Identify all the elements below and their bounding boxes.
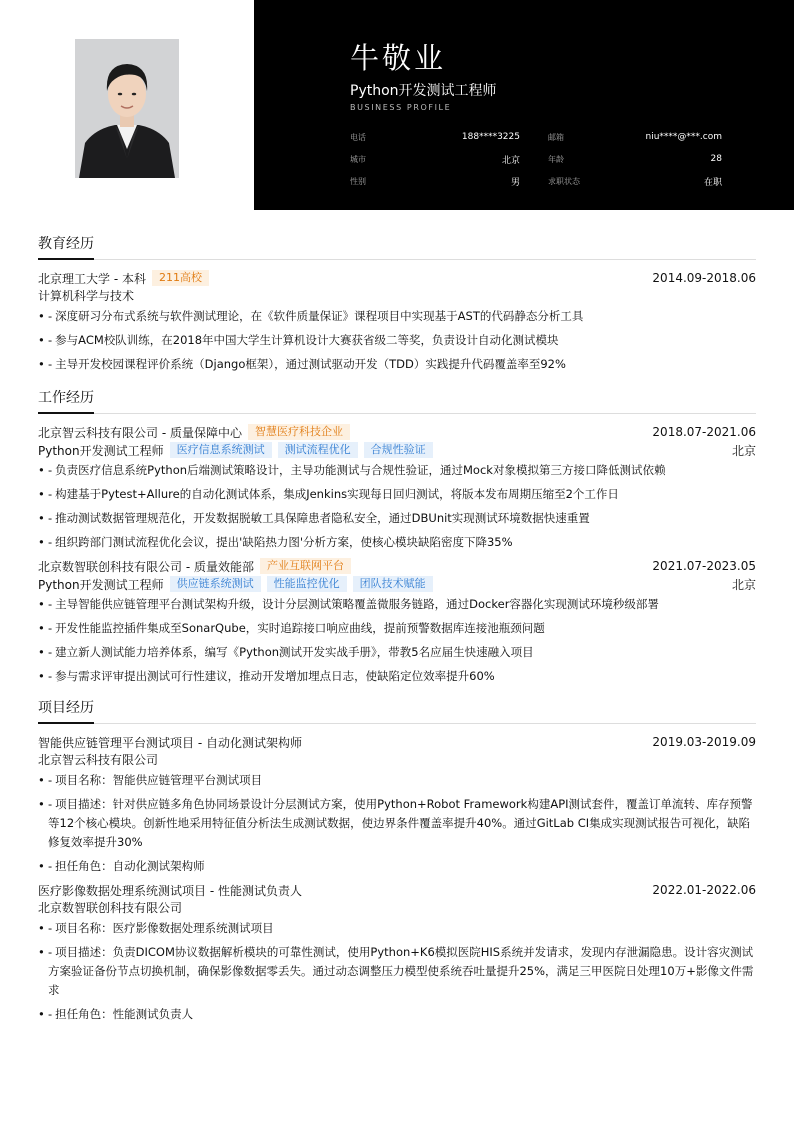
projects-section [38, 697, 756, 1029]
project-name: 医疗影像数据处理系统测试项目 - 性能测试负责人 [38, 883, 302, 898]
skill-tag: 合规性验证 [364, 442, 433, 458]
skill-tag: 测试流程优化 [278, 442, 358, 458]
info-city [350, 153, 536, 166]
project-company: 北京智云科技有限公司 [38, 753, 159, 767]
info-label: 性别 [350, 176, 366, 186]
list-item: • - 开发性能监控插件集成至SonarQube，实时追踪接口响应曲线，提前预警数据库连接池瓶颈问题 [38, 619, 756, 638]
work-header [38, 557, 756, 575]
section-title: 工作经历 [38, 387, 94, 414]
list-item: • - 担任角色：自动化测试架构师 [38, 857, 756, 876]
list-item: • - 负责医疗信息系统Python后端测试策略设计，主导功能测试与合规性验证，通过Mock对象模拟第三方接口降低测试依赖 [38, 461, 756, 480]
contact-info-grid [350, 126, 722, 192]
person-avatar-icon [75, 39, 179, 178]
school-badge: 211高校 [152, 270, 209, 286]
info-label: 电话 [350, 132, 366, 142]
skill-tag: 供应链系统测试 [170, 576, 261, 592]
school-name: 北京理工大学 - 本科 [38, 271, 146, 286]
section-title: 教育经历 [38, 233, 94, 260]
header-panel [254, 0, 794, 210]
info-label: 城市 [350, 154, 366, 164]
info-value: niu****@***.com [645, 132, 722, 142]
section-divider [38, 723, 756, 724]
project-bullets [38, 771, 756, 876]
list-item: • - 项目描述：负责DICOM协议数据解析模块的可靠性测试，使用Python+K6模拟医院HIS系统并发请求，发现内存泄漏隐患。设计容灾测试方案验证备份节点切换机制，确保影像数据零丢失。通过动态调整压力模型使系统吞吐量提升25%，满足三甲医院日处理10万+影像文件需求 [38, 943, 756, 1000]
project-bullets [38, 919, 756, 1024]
major: 计算机科学与技术 [38, 289, 135, 303]
list-item: • - 构建基于Pytest+Allure的自动化测试体系，集成Jenkins实现每日回归测试，将版本发布周期压缩至2个工作日 [38, 485, 756, 504]
skill-tag: 性能监控优化 [267, 576, 347, 592]
work-bullets [38, 595, 756, 686]
education-header [38, 269, 756, 287]
section-title: 项目经历 [38, 697, 94, 724]
work-section [38, 387, 756, 691]
info-value: 男 [510, 177, 520, 188]
list-item: • - 主导开发校园课程评价系统（Django框架），通过测试驱动开发（TDD）实践提升代码覆盖率至92% [38, 355, 756, 374]
work-date: 2021.07-2023.05 [652, 559, 756, 573]
list-item: • - 项目描述：针对供应链多角色协同场景设计分层测试方案，使用Python+Robot Framework构建API测试套件，覆盖订单流转、库存预警等12个核心模块。创新性地采用特征值分析法生成测试数据，使边界条件覆盖率提升40%。通过GitLab CI集成实现测试报告可视化，缺陷修复效率提升30% [38, 795, 756, 852]
role-title: Python开发测试工程师 [38, 443, 164, 458]
company-name: 北京智云科技有限公司 - 质量保障中心 [38, 425, 242, 440]
info-age [536, 154, 722, 165]
company-badge: 产业互联网平台 [260, 558, 351, 574]
list-item: • - 项目名称：智能供应链管理平台测试项目 [38, 771, 756, 790]
role-title: Python开发测试工程师 [38, 577, 164, 592]
project-name: 智能供应链管理平台测试项目 - 自动化测试架构师 [38, 735, 302, 750]
info-row [350, 126, 722, 148]
work-bullets [38, 461, 756, 552]
info-email [536, 132, 722, 143]
work-header [38, 423, 756, 441]
info-job-status [536, 175, 722, 188]
skill-tag: 团队技术赋能 [353, 576, 433, 592]
work-date: 2018.07-2021.06 [652, 425, 756, 439]
project-date: 2019.03-2019.09 [652, 735, 756, 749]
work-city: 北京 [731, 443, 756, 458]
profile-photo [75, 39, 179, 178]
project-header [38, 733, 756, 751]
education-bullets [38, 307, 756, 374]
company-name: 北京数智联创科技有限公司 - 质量效能部 [38, 559, 254, 574]
list-item: • - 建立新人测试能力培养体系，编写《Python测试开发实战手册》，带教5名应届生快速融入项目 [38, 643, 756, 662]
skill-tag: 医疗信息系统测试 [170, 442, 272, 458]
section-divider [38, 413, 756, 414]
company-badge: 智慧医疗科技企业 [248, 424, 350, 440]
info-label: 年龄 [548, 154, 564, 164]
info-gender [350, 175, 536, 188]
info-value: 在职 [703, 177, 722, 188]
list-item: • - 组织跨部门测试流程优化会议，提出'缺陷热力图'分析方案，使核心模块缺陷密度下降35% [38, 533, 756, 552]
profile-tagline: BUSINESS PROFILE [350, 103, 452, 112]
section-divider [38, 259, 756, 260]
list-item: • - 参与需求评审提出测试可行性建议，推动开发增加埋点日志，使缺陷定位效率提升60% [38, 667, 756, 686]
list-item: • - 深度研习分布式系统与软件测试理论，在《软件质量保证》课程项目中实现基于AST的代码静态分析工具 [38, 307, 756, 326]
education-date: 2014.09-2018.06 [652, 271, 756, 285]
list-item: • - 主导智能供应链管理平台测试架构升级，设计分层测试策略覆盖微服务链路，通过Docker容器化实现测试环境秒级部署 [38, 595, 756, 614]
project-company: 北京数智联创科技有限公司 [38, 901, 183, 915]
work-city: 北京 [731, 577, 756, 592]
job-title: Python开发测试工程师 [350, 83, 497, 99]
work-role-row [38, 575, 756, 593]
info-row [350, 170, 722, 192]
list-item: • - 推动测试数据管理规范化，开发数据脱敏工具保障患者隐私安全，通过DBUnit实现测试环境数据快速重置 [38, 509, 756, 528]
candidate-name: 牛敬业 [350, 41, 447, 75]
info-label: 求职状态 [548, 176, 580, 186]
list-item: • - 担任角色：性能测试负责人 [38, 1005, 756, 1024]
info-phone [350, 132, 536, 143]
list-item: • - 项目名称：医疗影像数据处理系统测试项目 [38, 919, 756, 938]
info-label: 邮箱 [548, 132, 564, 142]
info-row [350, 148, 722, 170]
info-value: 北京 [501, 155, 520, 166]
project-header [38, 881, 756, 899]
education-section [38, 233, 756, 379]
project-date: 2022.01-2022.06 [652, 883, 756, 897]
info-value: 28 [710, 154, 722, 164]
info-value: 188****3225 [461, 132, 520, 142]
work-role-row [38, 441, 756, 459]
list-item: • - 参与ACM校队训练，在2018年中国大学生计算机设计大赛获省级二等奖，负责设计自动化测试模块 [38, 331, 756, 350]
